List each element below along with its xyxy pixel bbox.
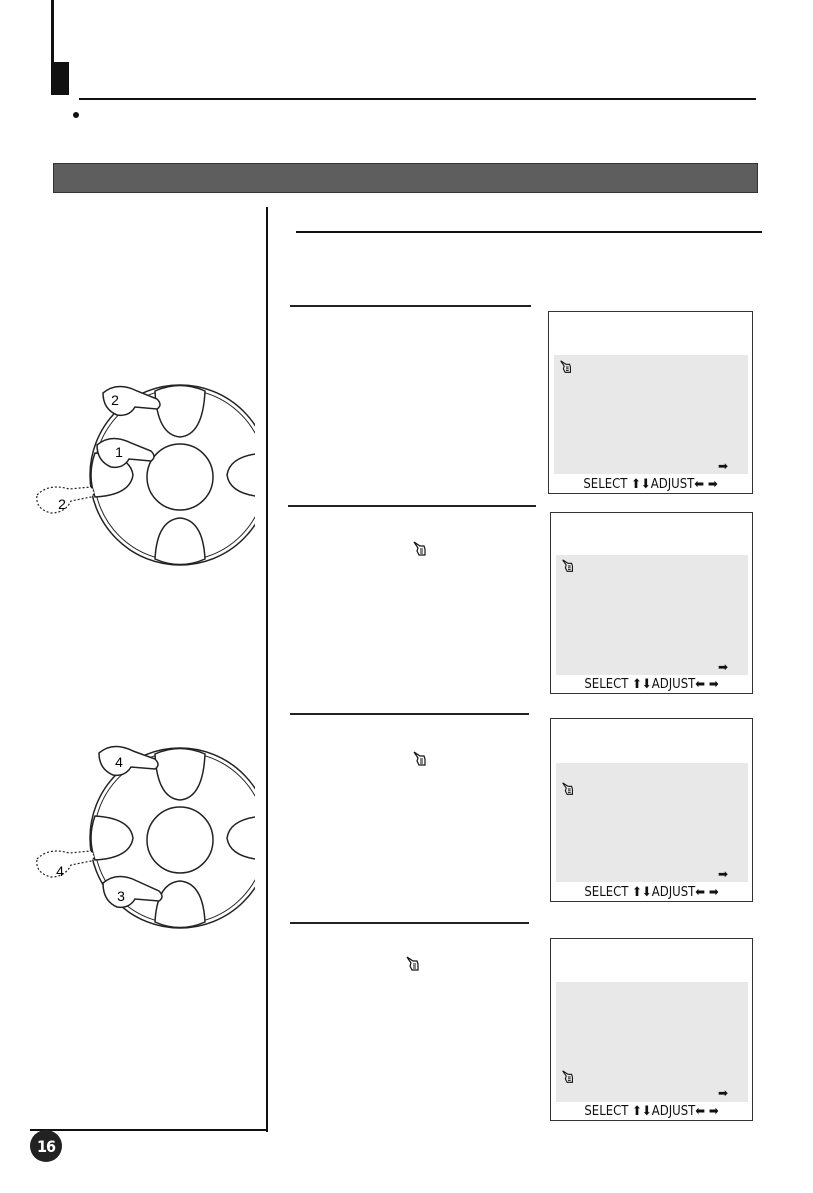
right-arrow-icon: ➡ [717,660,728,674]
section-header-bar [53,163,758,193]
osd-menu-panel [554,355,748,474]
osd-footer: SELECT ⬆⬇ADJUST⬅ ➡ [584,885,719,900]
osd-footer: SELECT ⬆⬇ADJUST⬅ ➡ [584,1104,719,1119]
pointing-hand-icon [405,955,421,973]
center-button[interactable] [147,807,213,873]
osd-screen-3 [550,718,753,902]
hand-label: 4 [115,754,123,770]
hand-label: 1 [115,444,123,460]
pointing-hand-icon [412,750,428,768]
step-rule-2 [288,505,536,507]
osd-screen-1 [548,311,753,494]
pointing-hand-icon [37,851,94,879]
step-rule-1 [290,305,531,307]
osd-footer: SELECT ⬆⬇ADJUST⬅ ➡ [583,477,718,492]
right-arrow-icon: ➡ [717,459,728,473]
osd-screen-4 [550,938,753,1121]
osd-screen-2 [550,512,753,694]
page-number: 16 [30,1130,62,1162]
header-tab-marker [52,62,69,95]
osd-footer: SELECT ⬆⬇ADJUST⬅ ➡ [584,677,719,692]
footer-rule [30,1129,268,1131]
right-arrow-icon: ➡ [717,1086,728,1100]
center-button[interactable] [147,444,213,510]
hand-label: 2 [58,496,66,512]
subsection-rule [296,231,762,233]
column-divider [266,207,268,1132]
right-arrow-icon: ➡ [717,867,728,881]
osd-menu-panel [556,982,748,1102]
osd-menu-panel [556,555,748,675]
pointing-hand-icon [37,487,94,513]
pointing-hand-icon [412,540,428,558]
step-rule-3 [290,713,529,715]
header-rule [79,98,756,100]
hand-label: 2 [111,392,119,408]
remote-keypad-diagram-bottom [25,735,255,945]
pointing-hand-icon [560,558,576,574]
pointing-hand-icon [560,781,576,797]
osd-menu-panel [556,763,748,882]
pointing-hand-icon [558,359,574,375]
pointing-hand-icon [560,1069,576,1085]
step-rule-4 [290,922,529,924]
hand-label: 4 [56,863,64,879]
bullet-point [73,112,79,118]
hand-label: 3 [117,888,125,904]
remote-keypad-diagram-top [25,375,255,575]
